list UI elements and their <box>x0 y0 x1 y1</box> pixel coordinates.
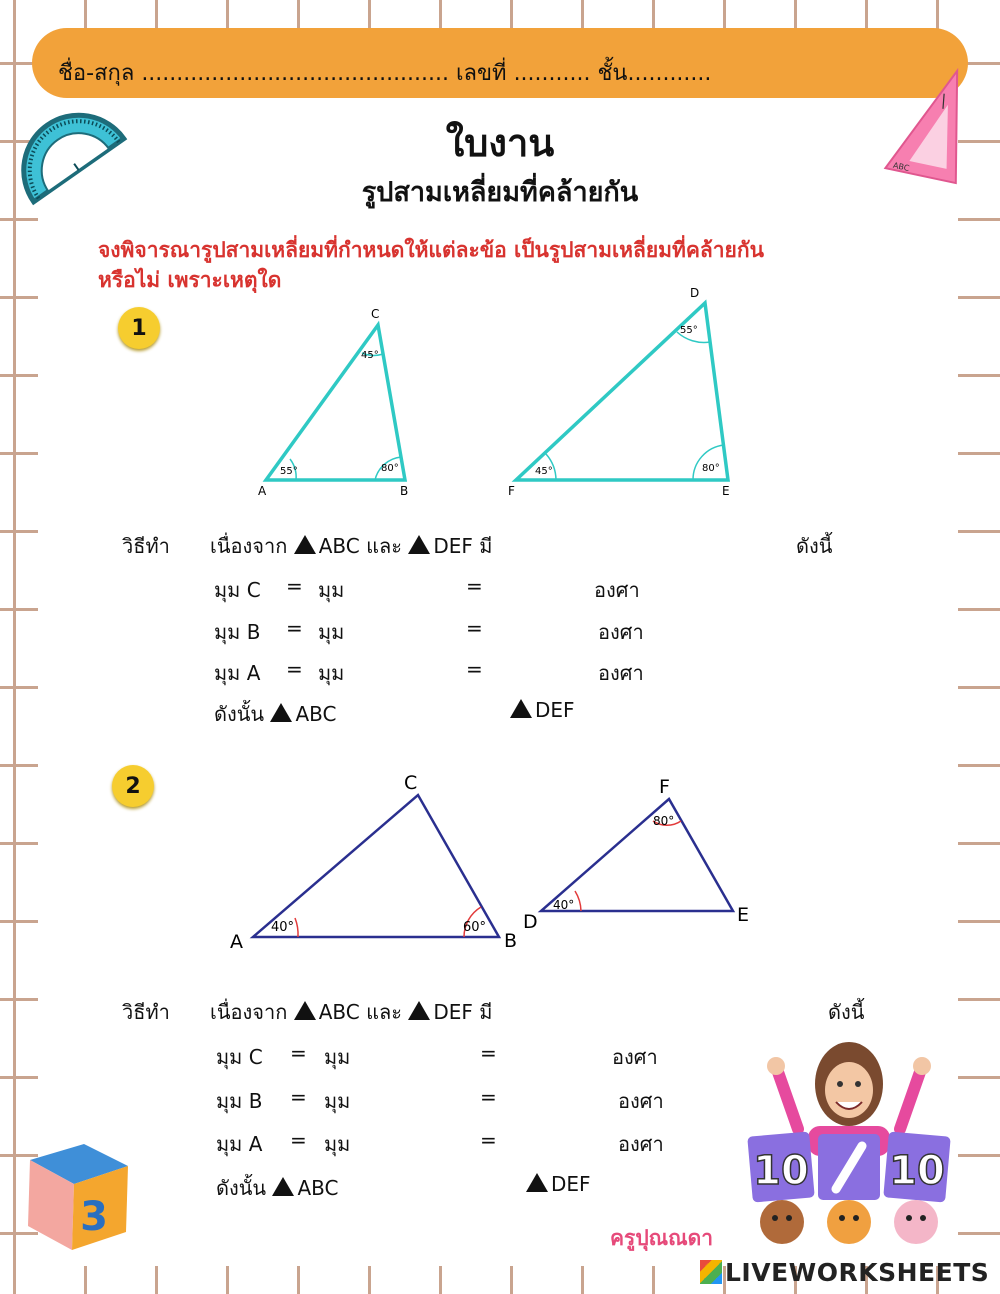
vertex-f: F <box>508 484 515 498</box>
triangle-icon <box>510 699 532 718</box>
number-field[interactable]: ........... <box>513 61 591 86</box>
angle-b-label: 80° <box>381 463 399 474</box>
instruction-line-2: หรือไม่ เพราะเหตุใด <box>98 268 282 292</box>
triangle-icon <box>294 535 316 554</box>
triangle-icon <box>408 1001 430 1020</box>
p1-therefore-line <box>214 698 336 730</box>
triangle-abc-1 <box>258 307 408 498</box>
have-text: มี <box>479 534 493 558</box>
triangle-abc-2 <box>230 772 517 953</box>
angle-b-label: 60° <box>463 920 487 935</box>
vertex-d: D <box>690 286 700 300</box>
p2-row1-angle: มุม <box>324 1045 351 1069</box>
p1-row3-eq: = <box>286 657 303 681</box>
problem-1-badge: 1 <box>118 307 160 349</box>
because-text: เนื่องจาก <box>210 534 288 558</box>
score-left: 10 <box>753 1148 809 1194</box>
p2-row3-eq: = <box>290 1128 307 1152</box>
triangle-icon <box>526 1173 548 1192</box>
liveworksheets-logo-icon <box>700 1260 722 1284</box>
instruction-line-1: จงพิจารณารูปสามเหลี่ยมที่กำหนดให้แต่ละข้อ เป็นรูปสามเหลี่ยมที่คล้ายกัน <box>98 238 764 262</box>
and-text: และ <box>366 1000 402 1024</box>
score-right: 10 <box>889 1148 945 1194</box>
vertex-a: A <box>230 931 243 953</box>
p1-row1-eq: = <box>286 574 303 598</box>
angle-a-label: 40° <box>271 920 295 935</box>
teacher-name: ครูปุณณดา <box>610 1226 714 1250</box>
p1-row1-eq2: = <box>466 574 483 598</box>
def2-text: DEF <box>535 698 575 722</box>
p1-row2-angle: มุม <box>318 620 345 644</box>
triangle-def-1 <box>508 286 730 498</box>
p1-row3-eq2: = <box>466 657 483 681</box>
student-info-line <box>58 55 711 90</box>
p1-as-follows: ดังนี้ <box>796 534 833 558</box>
p1-row1-angle: มุม <box>318 578 345 602</box>
p1-row3-unit: องศา <box>598 661 644 685</box>
p1-row2-unit: องศา <box>598 620 644 644</box>
p2-row3-eq2: = <box>480 1128 497 1152</box>
p1-row1-unit: องศา <box>594 578 640 602</box>
number-label: เลขที่ <box>456 61 507 86</box>
and-text: และ <box>366 534 402 558</box>
vertex-d: D <box>523 911 538 933</box>
p2-therefore-line <box>216 1172 338 1204</box>
p2-row2-angle: มุม <box>324 1089 351 1113</box>
therefore-text: ดังนั้น <box>216 1176 267 1200</box>
p2-as-follows: ดังนี้ <box>828 1000 865 1024</box>
def2-text: DEF <box>551 1172 591 1196</box>
vertex-e: E <box>737 904 750 926</box>
p2-def2 <box>526 1172 591 1196</box>
p2-method-label: วิธีทำ <box>122 1000 170 1024</box>
angle-f-label: 80° <box>653 814 675 828</box>
angle-e-label: 80° <box>702 463 720 474</box>
angle-a-label: 55° <box>280 466 298 477</box>
p1-because-line <box>210 530 492 562</box>
abc2-text: ABC <box>295 702 337 726</box>
p1-row1-left: มุม C <box>214 578 261 602</box>
angle-c-label: 45° <box>361 350 379 361</box>
vertex-a: A <box>258 484 267 498</box>
have-text: มี <box>479 1000 493 1024</box>
score-card <box>747 1131 951 1202</box>
name-field[interactable]: ............................................ <box>141 61 450 86</box>
p2-row2-left: มุม B <box>216 1089 263 1113</box>
vertex-e: E <box>722 484 730 498</box>
p1-row3-angle: มุม <box>318 661 345 685</box>
angle-d-label: 40° <box>553 898 575 912</box>
p2-row2-eq2: = <box>480 1085 497 1109</box>
teacher-avatar <box>748 1034 950 1248</box>
abc-text: ABC <box>318 1000 360 1024</box>
abc-text: ABC <box>318 534 360 558</box>
vertex-b: B <box>504 930 518 952</box>
p2-because-line <box>210 996 492 1028</box>
def-text: DEF <box>433 1000 473 1024</box>
angle-f-label: 45° <box>535 466 553 477</box>
vertex-c: C <box>371 307 380 321</box>
p1-row2-eq2: = <box>466 616 483 640</box>
class-label: ชั้น <box>597 61 628 86</box>
p2-row2-unit: องศา <box>618 1089 664 1113</box>
watermark-text: LIVEWORKSHEETS <box>725 1258 990 1287</box>
p2-row3-angle: มุม <box>324 1132 351 1156</box>
therefore-text: ดังนั้น <box>214 702 265 726</box>
def-text: DEF <box>433 534 473 558</box>
angle-d-label: 55° <box>680 325 698 336</box>
dice-icon <box>22 1138 134 1256</box>
p2-row1-left: มุม C <box>216 1045 263 1069</box>
p2-row3-left: มุม A <box>216 1132 263 1156</box>
p1-method-label: วิธีทำ <box>122 534 170 558</box>
vertex-b: B <box>400 484 409 498</box>
triangle-icon <box>270 703 292 722</box>
set-square-label: ABC <box>892 160 911 173</box>
problem-1-diagram <box>250 286 750 505</box>
p2-row3-unit: องศา <box>618 1132 664 1156</box>
page-subtitle: รูปสามเหลี่ยมที่คล้ายกัน <box>361 177 639 208</box>
name-label: ชื่อ-สกุล <box>58 61 135 86</box>
abc2-text: ABC <box>297 1176 339 1200</box>
p2-row1-eq2: = <box>480 1041 497 1065</box>
p1-row2-eq: = <box>286 616 303 640</box>
p1-row3-left: มุม A <box>214 661 261 685</box>
vertex-c: C <box>404 772 418 794</box>
triangle-icon <box>272 1177 294 1196</box>
problem-2-diagram <box>225 765 765 955</box>
because-text: เนื่องจาก <box>210 1000 288 1024</box>
p2-row1-eq: = <box>290 1041 307 1065</box>
dice-number: 3 <box>80 1194 108 1240</box>
p2-row1-unit: องศา <box>612 1045 658 1069</box>
problem-2-badge: 2 <box>112 765 154 807</box>
p2-row2-eq: = <box>290 1085 307 1109</box>
page-title: ใบงาน <box>445 121 555 165</box>
vertex-f: F <box>659 776 670 798</box>
p1-def2 <box>510 698 575 722</box>
liveworksheets-watermark[interactable] <box>700 1258 989 1287</box>
triangle-def-2 <box>523 776 749 933</box>
p1-row2-left: มุม B <box>214 620 261 644</box>
triangle-icon <box>408 535 430 554</box>
triangle-icon <box>294 1001 316 1020</box>
class-field[interactable]: ............ <box>627 61 712 86</box>
